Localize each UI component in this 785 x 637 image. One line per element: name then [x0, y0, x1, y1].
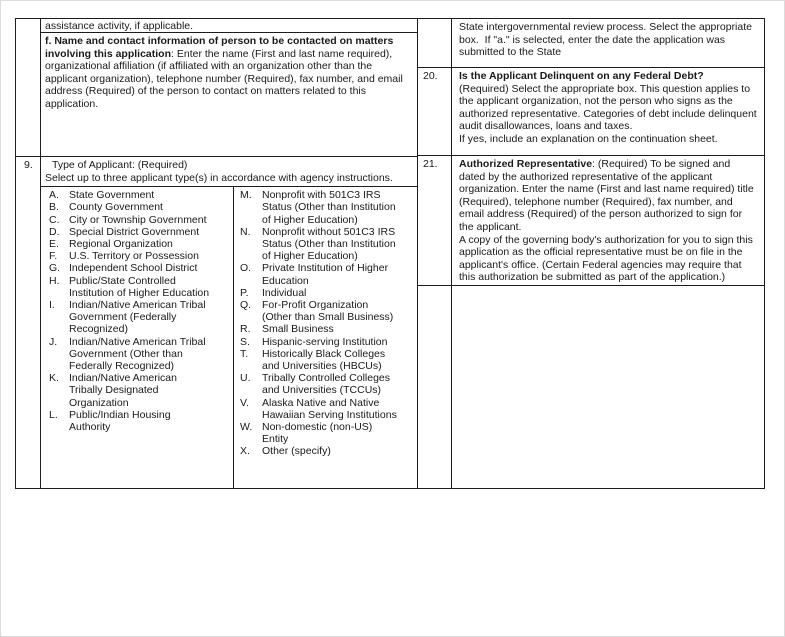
applicant-type-item	[234, 336, 417, 348]
applicant-type-letter: K.	[49, 372, 59, 385]
applicant-type-item	[41, 336, 233, 373]
applicant-type-label: State Government	[69, 189, 155, 202]
applicant-type-letter: F.	[49, 250, 58, 263]
item-f-heading: f. Name and contact information of person to be contacted on matters involving this application	[45, 35, 397, 60]
item-9-subtitle: Select up to three applicant type(s) in accordance with agency instructions.	[45, 171, 393, 184]
applicant-type-label: For-Profit Organization (Other than Small Business)	[262, 299, 394, 324]
applicant-type-label: Indian/Native American Tribal Government (Federally Recognized)	[69, 299, 206, 336]
item-21-cell	[452, 156, 764, 286]
applicant-type-letter: V.	[240, 396, 249, 409]
left-section	[16, 19, 418, 488]
item-9-head	[41, 157, 417, 184]
applicant-type-label: City or Township Government	[69, 213, 207, 226]
bottom-text-cell-blank	[452, 286, 764, 488]
applicant-type-item	[234, 348, 417, 372]
applicant-type-item	[234, 397, 417, 421]
instructions-table	[15, 18, 765, 489]
applicant-type-label: Small Business	[262, 323, 334, 336]
applicant-type-letter: L.	[49, 408, 58, 421]
applicant-type-label: Hispanic-serving Institution	[262, 335, 388, 348]
applicant-type-item	[234, 445, 417, 457]
right-section	[418, 19, 764, 488]
item-f-cell	[41, 33, 417, 156]
item-9-title: Type of Applicant: (Required)	[52, 159, 188, 171]
applicant-type-letter: Q.	[240, 299, 252, 312]
item-f-text	[45, 35, 411, 111]
applicant-type-item	[234, 226, 417, 263]
state-review-cell	[452, 19, 764, 68]
applicant-type-letter: X.	[240, 445, 250, 458]
applicant-type-label: Independent School District	[69, 262, 198, 275]
applicant-type-letter: B.	[49, 201, 59, 214]
right-number-cell-blank	[418, 19, 452, 68]
applicant-type-label: Private Institution of Higher Education	[262, 262, 389, 287]
applicant-type-item	[41, 226, 233, 238]
applicant-type-label: Public/Indian Housing Authority	[69, 408, 171, 434]
item-9-number: 9.	[24, 159, 33, 171]
continuation-text-cell	[41, 19, 417, 33]
applicant-type-letter: C.	[49, 213, 60, 226]
applicant-type-item	[41, 262, 233, 274]
applicant-type-label: Indian/Native American Tribally Designated Organization	[69, 372, 177, 409]
applicant-type-item	[41, 201, 233, 213]
applicant-type-letter: R.	[240, 323, 251, 336]
applicant-type-letter: J.	[49, 335, 58, 348]
item-20-heading: Is the Applicant Delinquent on any Federal Debt?	[459, 70, 704, 82]
state-review-text: State intergovernmental review process. Select the appropriate box. If "a." is selected, enter the date the application was submitted to the State	[459, 21, 755, 59]
applicant-type-item	[234, 372, 417, 396]
item-21-body-text: : (Required) To be signed and dated by the authorized representative of the applicant organization. Enter the name (First and last name required) title (Required), telephone number (Required), fax number, and email address (Required) of the person authorized to sign for the applicant.	[459, 158, 757, 233]
item-21-body	[459, 158, 758, 234]
applicant-type-item	[41, 372, 233, 409]
applicant-type-item	[234, 421, 417, 445]
applicant-type-label: Public/State Controlled Institution of Higher Education	[69, 274, 210, 299]
item-20-note: If yes, include an explanation on the continuation sheet.	[459, 132, 718, 145]
applicant-type-list-right	[234, 187, 417, 488]
applicant-type-item	[41, 275, 233, 299]
applicant-type-item	[41, 299, 233, 336]
applicant-type-item	[41, 409, 233, 433]
item-21-heading: Authorized Representative	[459, 158, 593, 170]
applicant-type-item	[234, 299, 417, 323]
item-20-number: 20.	[423, 70, 438, 82]
applicant-type-label: U.S. Territory or Possession	[69, 250, 199, 263]
item-9-number-cell	[16, 156, 41, 488]
item-20-cell	[452, 68, 764, 156]
applicant-type-label: County Government	[69, 201, 163, 214]
item-20-body: (Required) Select the appropriate box. This question applies to the applicant organization, not the person who signs as the authorized representative. Categories of debt include delinquent audit disallowances, loans and taxes.	[459, 82, 760, 133]
applicant-type-item	[41, 214, 233, 226]
left-number-cell-blank	[16, 19, 41, 156]
applicant-type-item	[41, 238, 233, 250]
applicant-type-list-left	[41, 187, 234, 488]
continuation-text: assistance activity, if applicable.	[45, 20, 194, 32]
item-21-body2: A copy of the governing body's authorization for you to sign this application as the official representative must be on file in the applicant's office. (Certain Federal agencies may require that this authorization be submitted as part of the application.)	[459, 233, 756, 284]
applicant-type-label: Indian/Native American Tribal Government (Other than Federally Recognized)	[69, 335, 206, 373]
applicant-type-label: Tribally Controlled Colleges and Universities (TCCUs)	[262, 372, 390, 397]
applicant-type-letter: M.	[240, 189, 252, 202]
applicant-type-letter: I.	[49, 299, 55, 312]
item-f-body: : Enter the name (First and last name required), organizational affiliation (if affiliated with an organization other than the applicant organization), telephone number (Required), fax number, and email address (Required) of the person to contact on matters related to this application.	[45, 47, 406, 110]
applicant-type-letter: D.	[49, 225, 60, 238]
applicant-type-letter: O.	[240, 262, 252, 275]
applicant-type-item	[234, 323, 417, 335]
applicant-type-item	[41, 189, 233, 201]
applicant-type-letter: G.	[49, 262, 61, 275]
item-9-cell	[41, 156, 417, 488]
applicant-type-letter: N.	[240, 225, 251, 238]
applicant-type-item	[234, 287, 417, 299]
applicant-type-letter: S.	[240, 335, 250, 348]
applicant-type-label: Alaska Native and Native Hawaiian Serving Institutions	[262, 396, 397, 421]
item-20-number-cell	[418, 68, 452, 156]
applicant-type-label: Non-domestic (non-US) Entity	[262, 421, 373, 446]
applicant-type-label: Nonprofit without 501C3 IRS Status (Other than Institution of Higher Education)	[262, 225, 396, 263]
applicant-type-letter: E.	[49, 238, 59, 250]
applicant-type-letter: P.	[240, 286, 249, 299]
applicant-type-item	[41, 250, 233, 262]
applicant-type-letter: U.	[240, 372, 251, 385]
applicant-type-letter: A.	[49, 189, 59, 202]
applicant-type-label: Nonprofit with 501C3 IRS Status (Other than Institution of Higher Education)	[262, 189, 396, 226]
bottom-number-cell-blank	[418, 286, 452, 488]
applicant-type-list	[41, 186, 417, 488]
applicant-type-letter: T.	[240, 347, 249, 360]
applicant-type-item	[234, 262, 417, 286]
item-21-number-cell	[418, 156, 452, 286]
applicant-type-item	[234, 189, 417, 226]
applicant-type-label: Regional Organization	[69, 238, 173, 250]
applicant-type-letter: W.	[240, 421, 253, 434]
item-21-number: 21.	[423, 158, 438, 170]
applicant-type-label: Historically Black Colleges and Universities (HBCUs)	[262, 347, 386, 373]
applicant-type-letter: H.	[49, 274, 60, 287]
applicant-type-label: Special District Government	[69, 225, 200, 238]
applicant-type-label: Other (specify)	[262, 445, 331, 458]
applicant-type-label: Individual	[262, 286, 307, 299]
